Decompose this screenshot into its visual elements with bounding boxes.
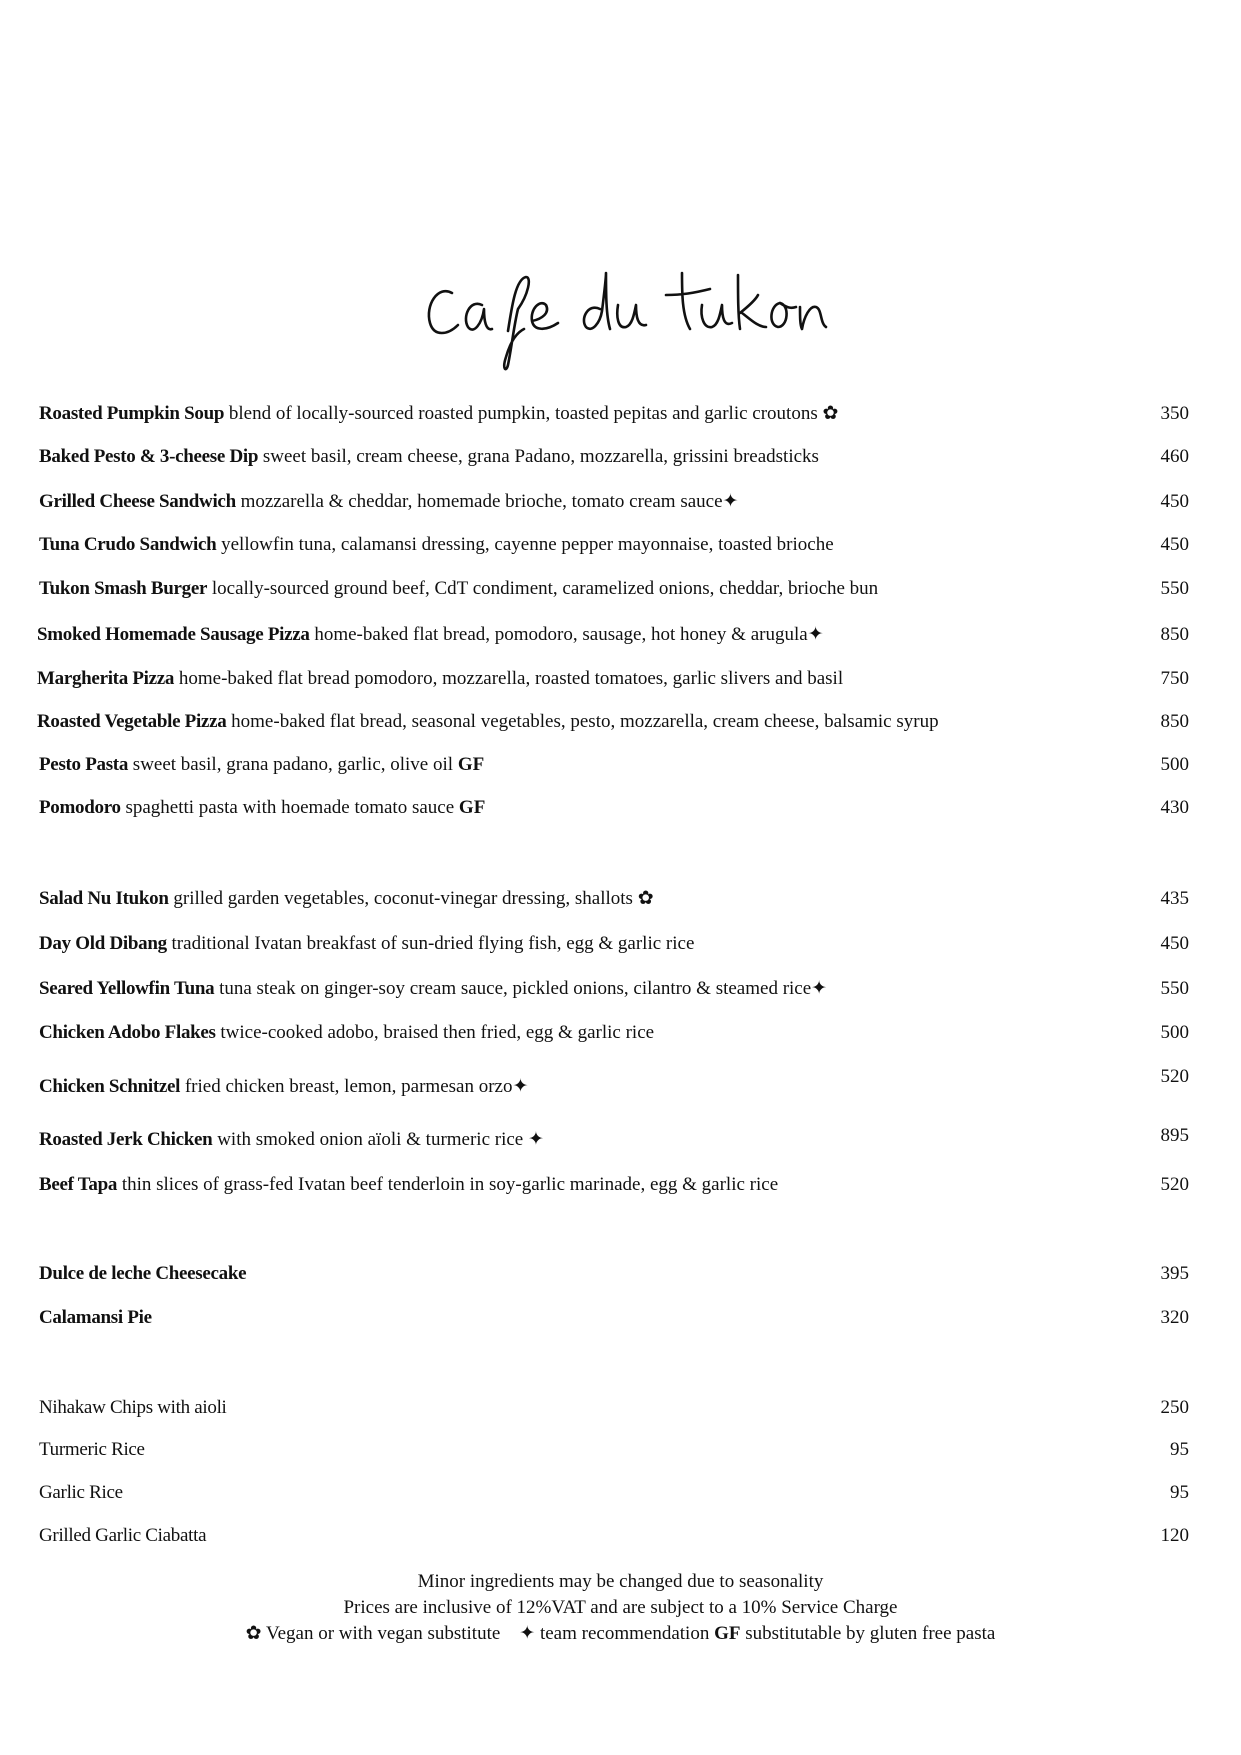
item-description: twice-cooked adobo, braised then fried, egg & garlic rice — [220, 1022, 655, 1043]
menu-item-nihakaw-chips — [39, 1393, 1189, 1423]
item-description: blend of locally-sourced roasted pumpkin, toasted pepitas and garlic croutons — [228, 403, 818, 424]
item-name: Day Old Dibang — [39, 933, 167, 954]
item-name: Chicken Schnitzel — [39, 1076, 181, 1097]
item-name: Garlic Rice — [39, 1482, 123, 1503]
item-name: Chicken Adobo Flakes — [39, 1022, 216, 1043]
item-description: spaghetti pasta with hoemade tomato sauce — [125, 797, 455, 818]
item-name: Salad Nu Itukon — [39, 888, 169, 909]
vegan-icon: ✿ — [822, 403, 839, 424]
cafe-logo — [420, 265, 830, 375]
menu-item-garlic-rice — [39, 1478, 1189, 1508]
menu-item-roasted-vegetable-pizza — [37, 707, 1189, 737]
item-price: 450 — [1160, 491, 1189, 512]
item-price: 95 — [1170, 1482, 1189, 1503]
item-description: sweet basil, grana padano, garlic, olive oil — [132, 754, 454, 775]
item-name: Roasted Vegetable Pizza — [37, 711, 227, 732]
item-description: sweet basil, cream cheese, grana Padano, mozzarella, grissini breadsticks — [262, 446, 819, 467]
item-name: Grilled Cheese Sandwich — [39, 491, 236, 512]
menu-item-pomodoro — [39, 793, 1189, 823]
recommendation-icon: ✦ — [528, 1129, 544, 1150]
menu-item-roasted-jerk-chicken — [39, 1125, 1189, 1155]
menu-item-chicken-schnitzel — [39, 1066, 1189, 1102]
menu-item-dulce-de-leche-cheesecake — [39, 1259, 1189, 1289]
item-description: with smoked onion aïoli & turmeric rice — [217, 1129, 524, 1150]
item-name: Dulce de leche Cheesecake — [39, 1263, 247, 1284]
item-price: 320 — [1160, 1307, 1189, 1328]
item-name: Grilled Garlic Ciabatta — [39, 1525, 207, 1546]
item-price: 460 — [1160, 446, 1189, 467]
recommendation-icon: ✦ — [811, 978, 828, 999]
item-name: Calamansi Pie — [39, 1307, 152, 1328]
item-name: Pomodoro — [39, 797, 121, 818]
item-name: Roasted Pumpkin Soup — [39, 403, 225, 424]
item-price: 550 — [1160, 978, 1189, 999]
menu-item-tuna-crudo-sandwich — [39, 530, 1189, 560]
item-name: Roasted Jerk Chicken — [39, 1129, 213, 1150]
item-name: Margherita Pizza — [37, 668, 175, 689]
menu-item-pesto-pasta — [39, 750, 1189, 780]
handwritten-logo — [420, 265, 830, 375]
menu-item-seared-yellowfin-tuna — [39, 974, 1189, 1004]
menu-item-sausage-pizza — [37, 620, 1189, 650]
pricing-note: Prices are inclusive of 12%VAT and are subject to a 10% Service Charge — [343, 1597, 898, 1618]
item-price: 395 — [1160, 1263, 1189, 1284]
menu-footnotes — [0, 1569, 1241, 1647]
legend — [0, 1621, 1241, 1647]
item-name: Baked Pesto & 3-cheese Dip — [39, 446, 259, 467]
menu-item-chicken-adobo-flakes — [39, 1018, 1189, 1048]
item-description: mozzarella & cheddar, homemade brioche, tomato cream sauce — [240, 491, 723, 512]
item-price: 520 — [1160, 1066, 1189, 1087]
item-price: 550 — [1160, 578, 1189, 599]
gluten-free-badge: GF — [458, 797, 486, 818]
item-description: home-baked flat bread, seasonal vegetables, pesto, mozzarella, cream cheese, balsamic syrup — [231, 711, 939, 732]
item-name: Turmeric Rice — [39, 1439, 145, 1460]
gluten-free-badge: GF — [457, 754, 485, 775]
item-name: Smoked Homemade Sausage Pizza — [37, 624, 310, 645]
recommendation-icon: ✦ — [512, 1076, 529, 1097]
item-price: 435 — [1160, 888, 1189, 909]
item-description: yellowfin tuna, calamansi dressing, cayenne pepper mayonnaise, toasted brioche — [221, 534, 834, 555]
menu-item-margherita-pizza — [37, 664, 1189, 694]
menu-item-tukon-smash-burger — [39, 574, 1189, 604]
gluten-free-legend-text: substitutable by gluten free pasta — [745, 1623, 996, 1644]
item-price: 520 — [1160, 1174, 1189, 1195]
item-description: home-baked flat bread, pomodoro, sausage, hot honey & arugula — [314, 624, 808, 645]
recommendation-icon: ✦ — [722, 491, 739, 512]
vegan-icon: ✿ — [637, 888, 654, 909]
menu-item-grilled-garlic-ciabatta — [39, 1521, 1189, 1551]
item-price: 430 — [1160, 797, 1189, 818]
menu-item-roasted-pumpkin-soup — [39, 399, 1189, 429]
menu-item-turmeric-rice — [39, 1435, 1189, 1465]
item-price: 120 — [1160, 1525, 1189, 1546]
recommendation-icon: ✦ — [519, 1623, 536, 1644]
item-description: fried chicken breast, lemon, parmesan orzo — [184, 1076, 513, 1097]
menu-item-baked-pesto-dip — [39, 442, 1189, 472]
menu-item-beef-tapa — [39, 1170, 1189, 1200]
item-price: 500 — [1160, 1022, 1189, 1043]
item-description: thin slices of grass-fed Ivatan beef tenderloin in soy-garlic marinade, egg & garlic rice — [121, 1174, 779, 1195]
item-description: home-baked flat bread pomodoro, mozzarella, roasted tomatoes, garlic slivers and basil — [178, 668, 844, 689]
recommendation-icon: ✦ — [807, 624, 824, 645]
item-price: 850 — [1160, 711, 1189, 732]
item-price: 450 — [1160, 534, 1189, 555]
item-price: 95 — [1170, 1439, 1189, 1460]
item-price: 350 — [1160, 403, 1189, 424]
item-name: Beef Tapa — [39, 1174, 118, 1195]
menu-item-calamansi-pie — [39, 1303, 1189, 1333]
vegan-legend-text: Vegan or with vegan substitute — [266, 1623, 501, 1644]
item-description: grilled garden vegetables, coconut-vinegar dressing, shallots — [173, 888, 633, 909]
item-name: Nihakaw Chips with aioli — [39, 1397, 227, 1418]
item-price: 250 — [1160, 1397, 1189, 1418]
item-price: 450 — [1160, 933, 1189, 954]
item-price: 850 — [1160, 624, 1189, 645]
seasonality-note: Minor ingredients may be changed due to seasonality — [417, 1571, 824, 1592]
item-name: Tuna Crudo Sandwich — [39, 534, 217, 555]
item-name: Tukon Smash Burger — [39, 578, 208, 599]
item-price: 750 — [1160, 668, 1189, 689]
item-name: Pesto Pasta — [39, 754, 129, 775]
item-description: locally-sourced ground beef, CdT condiment, caramelized onions, cheddar, brioche bun — [211, 578, 879, 599]
item-description: tuna steak on ginger-soy cream sauce, pickled onions, cilantro & steamed rice — [219, 978, 812, 999]
item-description: traditional Ivatan breakfast of sun-dried flying fish, egg & garlic rice — [171, 933, 695, 954]
menu-item-salad-nu-itukon — [39, 884, 1189, 914]
item-price: 895 — [1160, 1125, 1189, 1146]
vegan-icon: ✿ — [245, 1623, 262, 1644]
menu-item-day-old-dibang — [39, 929, 1189, 959]
gluten-free-badge: GF — [714, 1623, 741, 1644]
recommendation-legend-text: team recommendation — [539, 1623, 710, 1644]
menu-item-grilled-cheese-sandwich — [39, 487, 1189, 517]
item-name: Seared Yellowfin Tuna — [39, 978, 215, 999]
item-price: 500 — [1160, 754, 1189, 775]
